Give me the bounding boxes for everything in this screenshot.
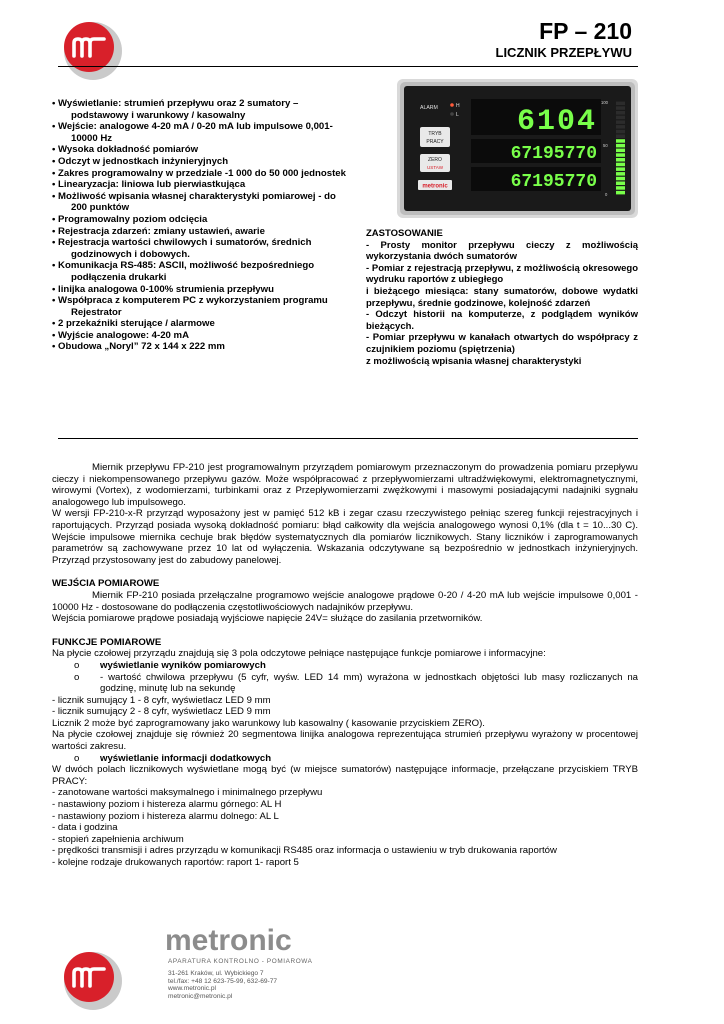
scale-0-label: 0	[605, 192, 608, 197]
feature-item: • Odczyt w jednostkach inżynieryjnych	[52, 156, 352, 168]
wyniki-item-row	[52, 672, 638, 695]
info-paragraph: W dwóch polach licznikowych wyświetlane mogą być (w miejsce sumatorów) następujące informacje, przełączane przyciskiem TRYB PRACY:	[52, 764, 638, 787]
licznik-2-line: - licznik sumujący 2 - 8 cyfr, wyświetlacz LED 9 mm	[52, 706, 271, 718]
feature-item: • Linearyzacja: liniowa lub pierwiastkująca	[52, 179, 352, 191]
feature-item: • Wyświetlanie: strumień przepływu oraz 2 sumatory – podstawowy i warunkowy / kasowalny	[52, 98, 352, 121]
linijka-paragraph: Na płycie czołowej znajduje się również 20 segmentowa linijka analogowa reprezentująca strumień przepływu wyrażony w procentowej wartości zakresu.	[52, 729, 638, 753]
header-divider	[58, 66, 638, 67]
info-item: - kolejne rodzaje drukowanych raportów: raport 1- raport 5	[52, 857, 299, 868]
licznik-2-note: Licznik 2 może być zaprogramowany jako warunkowy lub kasowalny ( kasowanie przyciskiem ZERO).	[52, 717, 485, 729]
info-subheading: wyświetlanie informacji dodatkowych	[100, 752, 272, 764]
zastosowanie-item: - Prosty monitor przepływu cieczy z możliwością wykorzystania dwóch sumatorów	[366, 239, 638, 263]
info-item: - nastawiony poziom i histereza alarmu dolnego: AL L	[52, 810, 279, 822]
bargraph-segment	[616, 172, 625, 176]
feature-item: • Wysoka dokładność pomiarów	[52, 144, 352, 156]
product-title: FP – 210	[539, 18, 632, 44]
bargraph-segment	[616, 167, 625, 171]
flow-display: 6104	[516, 105, 597, 139]
wejscia-paragraph-2: Wejścia pomiarowe prądowe posiadają wyjściowe napięcie 24V= służące do zasilania przetworników.	[52, 613, 483, 625]
bargraph-segment	[616, 125, 625, 129]
licznik-1-line: - licznik sumujący 1 - 8 cyfr, wyświetlacz LED 9 mm	[52, 694, 271, 706]
scale-100-label: 100	[601, 100, 608, 105]
zastosowanie-heading: ZASTOSOWANIE	[366, 228, 443, 239]
zero-label-2: USTAW	[426, 165, 444, 170]
address-line: tel./fax: +48 12 623-75-99, 632-69-77	[168, 977, 278, 985]
feature-item: • Programowalny poziom odcięcia	[52, 214, 352, 226]
tryb-label-2: PRACY	[426, 139, 444, 145]
bargraph-segment	[616, 177, 625, 181]
info-item: - zanotowane wartości maksymalnego i minimalnego przepływu	[52, 787, 323, 799]
metronic-footer-logo-icon	[60, 948, 122, 1010]
feature-item: • Współpraca z komputerem PC z wykorzystaniem programu Rejestrator	[52, 295, 352, 318]
info-item: - prędkości transmisji i adres przyrządu w komunikacji RS485 oraz informacja o ustawieniu w tryb drukowania raportów	[52, 845, 557, 857]
wyniki-subheading-row	[52, 660, 638, 672]
bargraph-segment	[616, 158, 625, 162]
device-brand-text: metronic	[422, 183, 448, 190]
wyniki-item: - wartość chwilowa przepływu (5 cyfr, wyśw. LED 14 mm) wyrażona w jednostkach objętości lub masy rozliczanych na godzinę, minutę lub na sekundę	[100, 671, 638, 695]
wejscia-paragraph-1: Miernik FP-210 posiada przełączalne programowo wejście analogowe prądowe 0-20 / 4-20 mA lub wejście impulsowe 0,001 - 10000 Hz - dostosowane do podłączenia częstotliwościowych nadajników przepływu.	[52, 589, 638, 613]
feature-item: • Obudowa „Noryl” 72 x 144 x 222 mm	[52, 341, 352, 353]
zastosowanie-item: - Odczyt historii na komputerze, z podglądem wyników bieżących.	[366, 309, 638, 332]
bargraph-segment	[616, 139, 625, 143]
bargraph-segment	[616, 116, 625, 120]
feature-item: • Zakres programowalny w przedziale -1 000 do 50 000 jednostek	[52, 168, 352, 180]
bargraph-segment	[616, 182, 625, 186]
feature-item: • Wejście: analogowe 4-20 mA / 0-20 mA lub impulsowe 0,001-10000 Hz	[52, 121, 352, 144]
description-body	[52, 462, 638, 869]
metronic-logo-icon	[60, 18, 122, 80]
alarm-high-label: H	[456, 103, 460, 109]
bargraph-segment	[616, 111, 625, 115]
circle-bullet-icon: o	[74, 659, 80, 671]
section-divider	[58, 438, 638, 439]
circle-bullet-icon: o	[74, 752, 80, 764]
bargraph-segment	[616, 102, 625, 106]
feature-list	[52, 98, 352, 353]
bargraph-segment	[616, 191, 625, 195]
sum1-display: 67195770	[510, 144, 597, 164]
intro-paragraph-2: W wersji FP-210-x-R przyrząd wyposażony jest w pamięć 512 kB i zegar czasu rzeczywistego pełniąc szereg funkcji rejestracyjnych i raportujących. Przyrząd posiada wysoką dokładność pomiaru: błąd całkowity dla wejścia analogowego wynosi 0,1% (dla t = 10...30 C). Wejście impulsowe miernika cechuje brak błędów systematycznych dla pomiarów licznikowych. Stany liczników i zaprogramowanych parametrów są zachowywane przez 10 lat od wyłączenia. Wskazania odczytywane są bezpośrednio w jednostkach inżynieryjnych. Przyrząd przystosowany jest do zabudowy panelowej.	[52, 508, 638, 566]
circle-bullet-icon: o	[74, 671, 80, 683]
intro-paragraph-1: Miernik przepływu FP-210 jest programowalnym przyrządem pomiarowym przeznaczonym do prowadzenia pomiaru przepływu cieczy i niekompensowanego przepływu gazów. Może współpracować z przepływomierzami ultradźwiękowymi, elektromagnetycznymi, wirowymi (Vortex), z wodomierzami, turbinkami oraz z Przepływomierzami zwężkowymi i masowymi posiadającymi nadajniki sygnału analogowego lub impulsowego.	[52, 462, 638, 508]
zastosowanie-section	[366, 228, 638, 367]
bargraph-segment	[616, 186, 625, 190]
info-item: - data i godzina	[52, 822, 118, 834]
footer-brand-wordmark	[165, 924, 310, 956]
zastosowanie-item: i bieżącego miesiąca: stany sumatorów, dobowe wydatki przepływu, średnie godzinowe, kolejność zdarzeń	[366, 285, 638, 309]
bargraph-segment	[616, 163, 625, 167]
zastosowanie-item: - Pomiar z rejestracją przepływu, z możliwością okresowego wydruku raportów z ubiegłego	[366, 262, 638, 286]
zero-label-1: ZERO	[428, 157, 442, 163]
funkcje-paragraph: Na płycie czołowej przyrządu znajdują się 3 pola odczytowe pełniące następujące funkcje pomiarowe i informacyjne:	[52, 648, 546, 660]
alarm-low-led-icon	[450, 112, 454, 116]
wyniki-subheading: wyświetlanie wyników pomiarowych	[100, 659, 266, 671]
alarm-high-led-icon	[450, 103, 454, 107]
address-line: www.metronic.pl	[168, 985, 217, 993]
zastosowanie-item: z możliwością wpisania własnej charakterystyki	[366, 355, 582, 367]
feature-item: • Wyjście analogowe: 4-20 mA	[52, 330, 352, 342]
device-front-panel-image	[397, 79, 638, 218]
tryb-label-1: TRYB	[428, 131, 442, 137]
product-subtitle: LICZNIK PRZEPŁYWU	[495, 45, 632, 60]
zastosowanie-item: - Pomiar przepływu w kanałach otwartych do współpracy z czujnikiem poziomu (spiętrzenia)	[366, 332, 638, 355]
bargraph-segment	[616, 144, 625, 148]
alarm-low-label: L	[456, 112, 459, 118]
bargraph-segment	[616, 106, 625, 110]
alarm-label: ALARM	[420, 105, 438, 111]
bargraph-segment	[616, 149, 625, 153]
footer-tagline: APARATURA KONTROLNO - POMIAROWA	[168, 958, 313, 965]
feature-item: • 2 przekaźniki sterujące / alarmowe	[52, 318, 352, 330]
feature-item: • linijka analogowa 0-100% strumienia przepływu	[52, 284, 352, 296]
feature-item: • Komunikacja RS-485: ASCII, możliwość bezpośredniego podłączenia drukarki	[52, 260, 352, 283]
address-line: 31-261 Kraków, ul. Wybickiego 7	[168, 970, 264, 977]
footer-address	[168, 970, 277, 1000]
wejscia-heading: WEJŚCIA POMIAROWE	[52, 578, 160, 590]
bargraph-segment	[616, 135, 625, 139]
funkcje-heading: FUNKCJE POMIAROWE	[52, 636, 162, 648]
footer-brand-text: metronic	[165, 924, 292, 956]
info-item: - stopień zapełnienia archiwum	[52, 833, 184, 845]
feature-item: • Możliwość wpisania własnej charakterystyki pomiarowej - do 200 punktów	[52, 191, 352, 214]
scale-50-label: 50	[603, 143, 608, 148]
info-item: - nastawiony poziom i histereza alarmu górnego: AL H	[52, 799, 282, 811]
bargraph-segment	[616, 130, 625, 134]
bargraph-segment	[616, 153, 625, 157]
sum2-display: 67195770	[510, 172, 597, 192]
address-line: metronic@metronic.pl	[168, 992, 233, 1000]
info-subheading-row	[52, 753, 638, 765]
feature-item: • Rejestracja wartości chwilowych i sumatorów, średnich godzinowych i dobowych.	[52, 237, 352, 260]
bargraph-segment	[616, 120, 625, 124]
feature-item: • Rejestracja zdarzeń: zmiany ustawień, awarie	[52, 226, 352, 238]
